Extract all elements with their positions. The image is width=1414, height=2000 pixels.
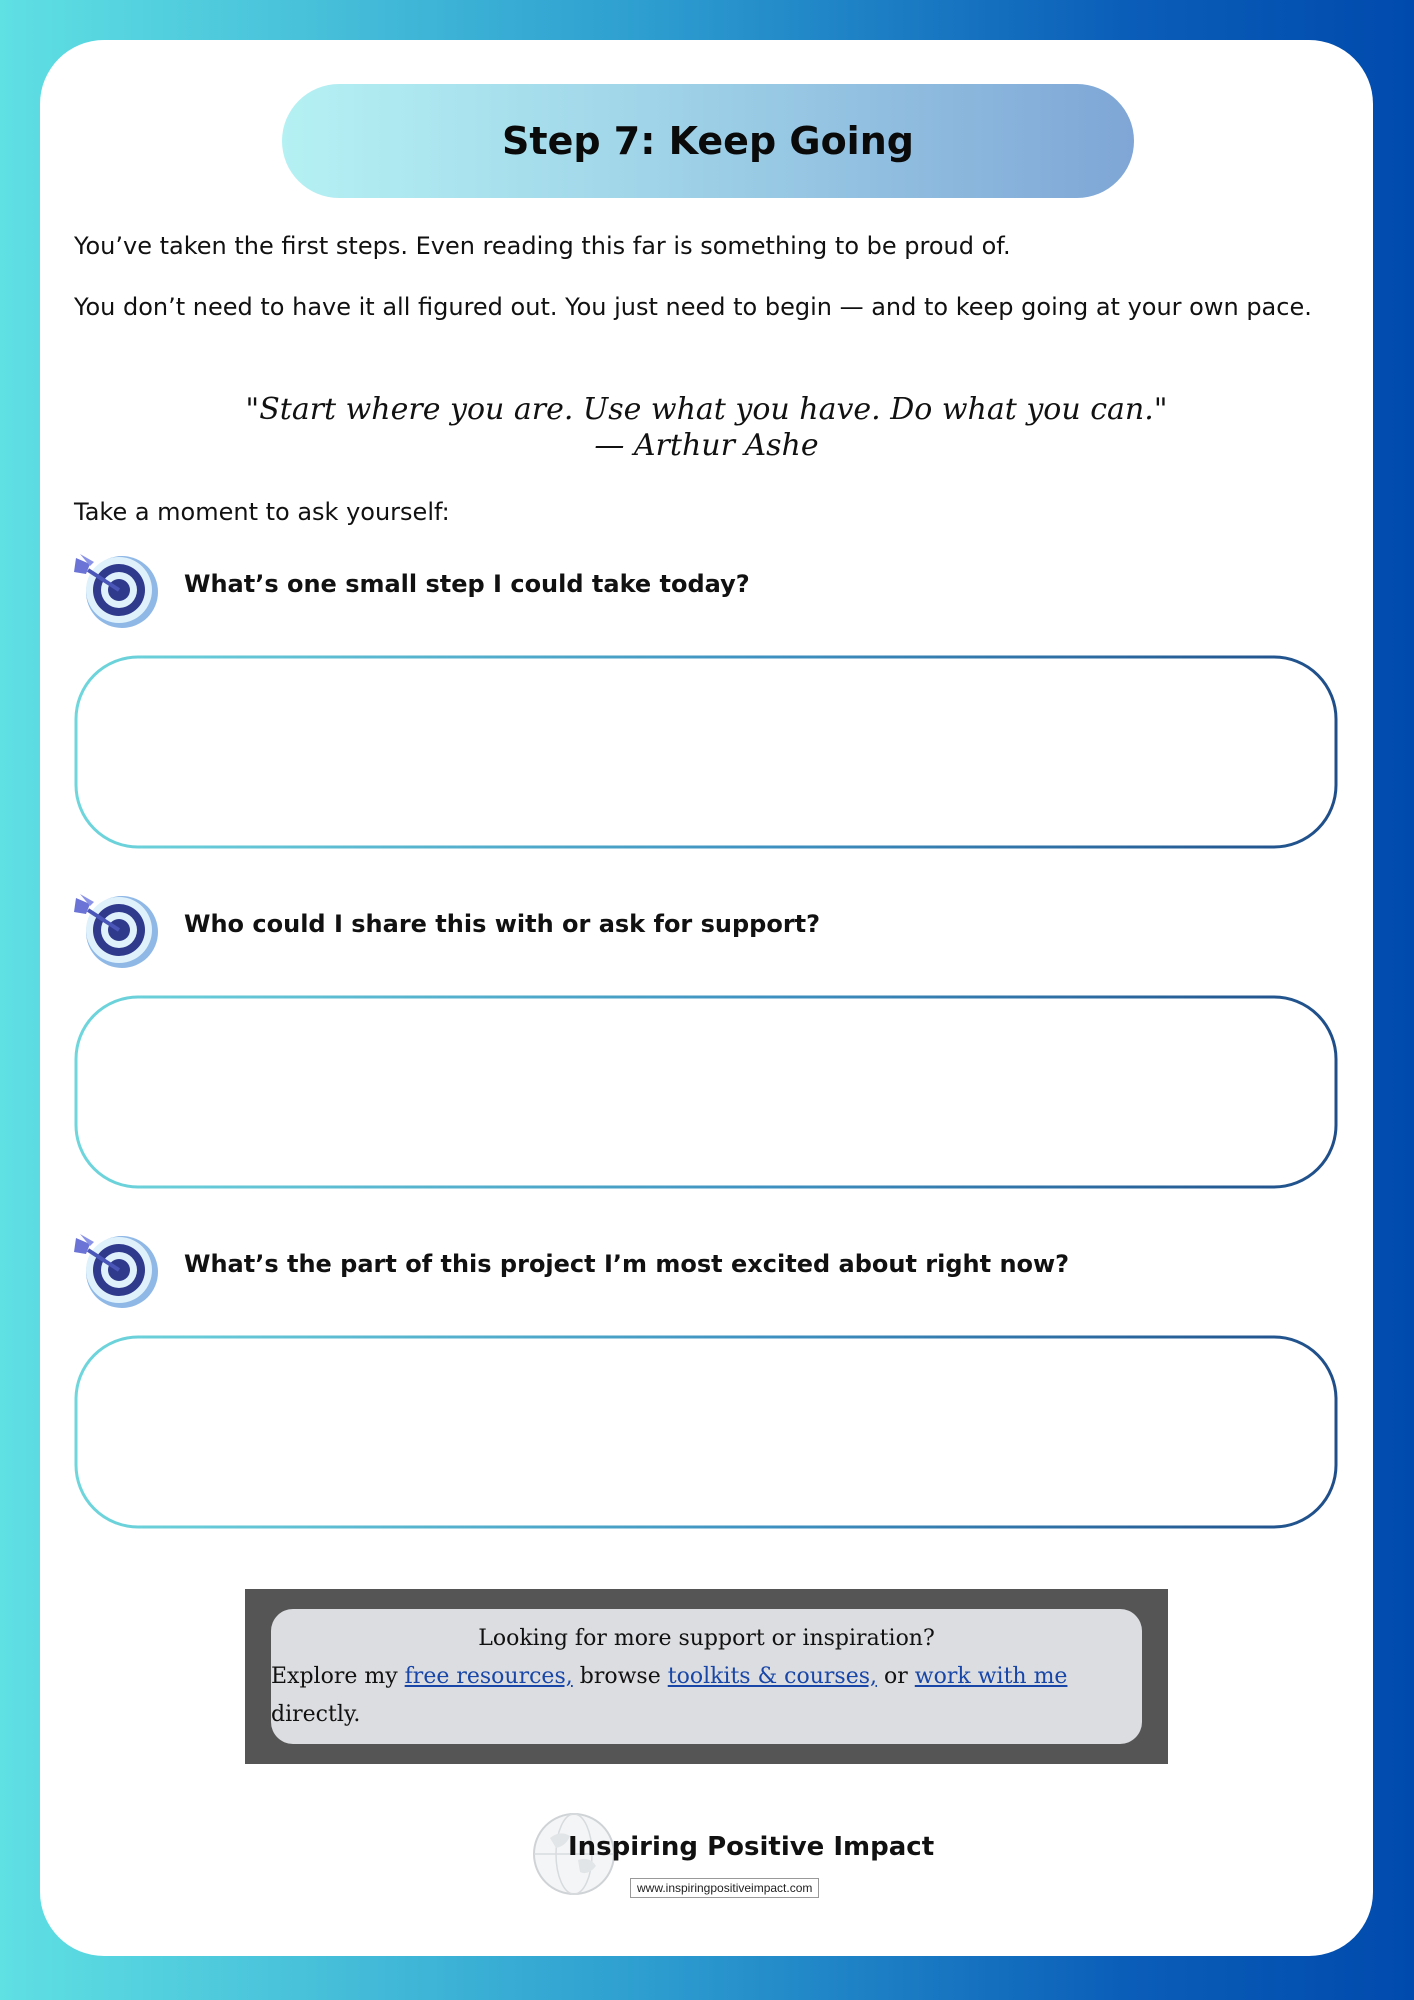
brand-url: www.inspiringpositiveimpact.com — [630, 1878, 819, 1898]
worksheet-card — [40, 40, 1373, 1956]
banner-line-2 — [271, 1658, 1142, 1734]
answer-box-2[interactable] — [74, 995, 1338, 1189]
answer-box-1[interactable] — [74, 655, 1338, 849]
brand-logo — [530, 1810, 935, 1910]
banner-directly-text: directly. — [271, 1701, 361, 1727]
question-row-2 — [74, 892, 1274, 972]
toolkits-courses-link[interactable]: toolkits & courses, — [667, 1663, 878, 1689]
question-text-3: What’s the part of this project I’m most excited about right now? — [184, 1250, 1070, 1278]
intro-paragraph-2: You don’t need to have it all figured out. You just need to begin — and to keep going at your own pace. — [74, 293, 1312, 321]
support-banner — [245, 1589, 1168, 1764]
target-dart-icon — [74, 552, 160, 632]
quote-author: — Arthur Ashe — [594, 428, 819, 463]
title-banner — [282, 84, 1134, 198]
question-row-3 — [74, 1232, 1274, 1312]
banner-explore-text: Explore my — [271, 1663, 398, 1689]
intro-paragraph-1: You’ve taken the first steps. Even reading this far is something to be proud of. — [74, 232, 1011, 260]
question-row-1 — [74, 552, 1274, 632]
brand-name: Inspiring Positive Impact — [568, 1832, 935, 1862]
answer-box-3[interactable] — [74, 1335, 1338, 1529]
page-title: Step 7: Keep Going — [502, 119, 914, 163]
reflection-prompt: Take a moment to ask yourself: — [74, 498, 450, 526]
quote-text: "Start where you are. Use what you have. Do what you can." — [245, 392, 1168, 427]
question-text-1: What’s one small step I could take today? — [184, 570, 750, 598]
banner-line-1: Looking for more support or inspiration? — [478, 1625, 935, 1651]
support-banner-panel — [271, 1609, 1142, 1744]
banner-or-text: or — [884, 1663, 908, 1689]
target-dart-icon — [74, 1232, 160, 1312]
banner-browse-text: browse — [579, 1663, 661, 1689]
free-resources-link[interactable]: free resources, — [404, 1663, 573, 1689]
question-text-2: Who could I share this with or ask for support? — [184, 910, 821, 938]
target-dart-icon — [74, 892, 160, 972]
work-with-me-link[interactable]: work with me — [914, 1663, 1068, 1689]
